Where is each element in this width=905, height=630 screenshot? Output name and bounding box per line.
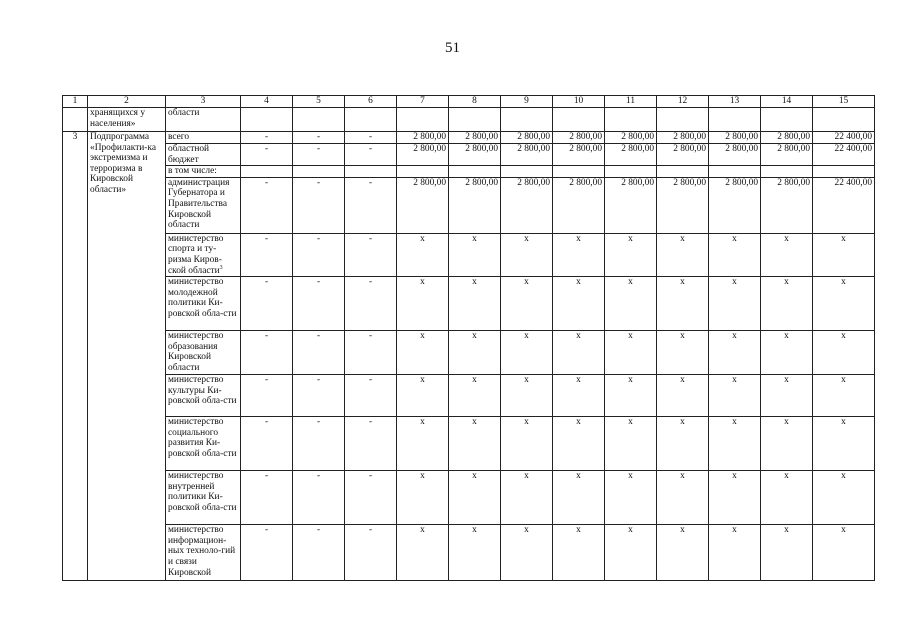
value-cell: 2 800,00: [761, 144, 813, 166]
x-cell: x: [657, 277, 709, 331]
x-cell: x: [449, 375, 501, 417]
value-cell: 2 800,00: [449, 177, 501, 233]
x-cell: x: [657, 375, 709, 417]
x-cell: x: [397, 331, 449, 375]
header-cell: 10: [553, 96, 605, 108]
empty-cell: [501, 166, 553, 178]
x-cell: x: [553, 375, 605, 417]
dash-cell: -: [293, 471, 345, 525]
row-label: министерство информацион-ных техноло-гий и связи Кировской: [166, 525, 241, 581]
carry-row: [63, 108, 875, 132]
program-name: Подпрограмма «Профилакти-ка экстремизма и терроризма в Кировской области»: [88, 132, 166, 581]
value-cell: 2 800,00: [553, 144, 605, 166]
dash-cell: -: [293, 177, 345, 233]
dash-cell: -: [345, 144, 397, 166]
dash-cell: -: [241, 132, 293, 144]
header-cell: 14: [761, 96, 813, 108]
x-cell: x: [501, 331, 553, 375]
x-cell: x: [605, 233, 657, 276]
x-cell: x: [813, 525, 875, 581]
footnote-mark: 3: [219, 264, 223, 271]
x-cell: x: [501, 277, 553, 331]
value-cell: 2 800,00: [709, 177, 761, 233]
x-cell: x: [761, 525, 813, 581]
dash-cell: -: [293, 525, 345, 581]
header-cell: 6: [345, 96, 397, 108]
x-cell: x: [709, 233, 761, 276]
empty-cell: [293, 108, 345, 132]
x-cell: x: [813, 233, 875, 276]
x-cell: x: [605, 417, 657, 471]
x-cell: x: [553, 471, 605, 525]
table-row: [63, 132, 875, 144]
x-cell: x: [553, 525, 605, 581]
x-cell: x: [397, 417, 449, 471]
dash-cell: -: [293, 144, 345, 166]
total-cell: 22 400,00: [813, 144, 875, 166]
dash-cell: -: [293, 233, 345, 276]
header-cell: 9: [501, 96, 553, 108]
x-cell: x: [397, 233, 449, 276]
value-cell: 2 800,00: [605, 132, 657, 144]
header-row: [63, 96, 875, 108]
budget-table: [62, 95, 875, 581]
x-cell: x: [501, 375, 553, 417]
x-cell: x: [605, 277, 657, 331]
dash-cell: -: [345, 331, 397, 375]
table-row: [63, 233, 875, 276]
row-label: администрация Губернатора и Правительства Кировской области: [166, 177, 241, 233]
row-label: министерство образования Кировской области: [166, 331, 241, 375]
x-cell: x: [553, 233, 605, 276]
dash-cell: -: [241, 331, 293, 375]
empty-cell: [657, 166, 709, 178]
total-cell: 22 400,00: [813, 132, 875, 144]
dash-cell: -: [241, 233, 293, 276]
x-cell: x: [813, 331, 875, 375]
row-label: в том числе:: [166, 166, 241, 178]
value-cell: 2 800,00: [709, 144, 761, 166]
x-cell: x: [657, 525, 709, 581]
value-cell: 2 800,00: [605, 144, 657, 166]
x-cell: x: [657, 417, 709, 471]
x-cell: x: [449, 233, 501, 276]
dash-cell: -: [293, 375, 345, 417]
table-row: [63, 417, 875, 471]
x-cell: x: [449, 417, 501, 471]
empty-cell: [63, 108, 88, 132]
program-number: 3: [63, 132, 88, 581]
table-row: [63, 144, 875, 166]
dash-cell: -: [241, 375, 293, 417]
dash-cell: -: [345, 177, 397, 233]
x-cell: x: [397, 277, 449, 331]
x-cell: x: [761, 417, 813, 471]
header-cell: 5: [293, 96, 345, 108]
empty-cell: [501, 108, 553, 132]
header-cell: 15: [813, 96, 875, 108]
table-row: [63, 177, 875, 233]
x-cell: x: [657, 233, 709, 276]
empty-cell: [657, 108, 709, 132]
dash-cell: -: [293, 132, 345, 144]
x-cell: x: [605, 471, 657, 525]
empty-cell: [241, 108, 293, 132]
x-cell: x: [657, 471, 709, 525]
empty-cell: [397, 108, 449, 132]
x-cell: x: [553, 331, 605, 375]
x-cell: x: [709, 471, 761, 525]
x-cell: x: [709, 417, 761, 471]
empty-cell: [553, 166, 605, 178]
value-cell: 2 800,00: [449, 132, 501, 144]
empty-cell: [397, 166, 449, 178]
x-cell: x: [553, 417, 605, 471]
table-row: [63, 277, 875, 331]
x-cell: x: [605, 375, 657, 417]
value-cell: 2 800,00: [553, 132, 605, 144]
header-cell: 4: [241, 96, 293, 108]
x-cell: x: [449, 471, 501, 525]
header-cell: 13: [709, 96, 761, 108]
empty-cell: [813, 166, 875, 178]
value-cell: 2 800,00: [657, 132, 709, 144]
dash-cell: -: [293, 417, 345, 471]
x-cell: x: [397, 375, 449, 417]
empty-cell: [449, 166, 501, 178]
empty-cell: [761, 108, 813, 132]
dash-cell: -: [241, 525, 293, 581]
table-row: [63, 375, 875, 417]
x-cell: x: [501, 233, 553, 276]
page-number: 51: [445, 40, 460, 56]
x-cell: x: [813, 277, 875, 331]
x-cell: x: [397, 471, 449, 525]
dash-cell: -: [345, 471, 397, 525]
empty-cell: [293, 166, 345, 178]
x-cell: x: [397, 525, 449, 581]
x-cell: x: [761, 233, 813, 276]
value-cell: 2 800,00: [501, 132, 553, 144]
x-cell: x: [761, 471, 813, 525]
x-cell: x: [709, 277, 761, 331]
empty-cell: [345, 108, 397, 132]
dash-cell: -: [241, 277, 293, 331]
empty-cell: [241, 166, 293, 178]
empty-cell: [345, 166, 397, 178]
header-cell: 2: [88, 96, 166, 108]
value-cell: 2 800,00: [397, 144, 449, 166]
x-cell: x: [761, 375, 813, 417]
empty-cell: [605, 108, 657, 132]
dash-cell: -: [345, 233, 397, 276]
x-cell: x: [449, 277, 501, 331]
dash-cell: -: [241, 417, 293, 471]
header-cell: 3: [166, 96, 241, 108]
dash-cell: -: [345, 277, 397, 331]
dash-cell: -: [345, 375, 397, 417]
dash-cell: -: [345, 132, 397, 144]
header-cell: 7: [397, 96, 449, 108]
row-label: областной бюджет: [166, 144, 241, 166]
x-cell: x: [813, 471, 875, 525]
row-label: всего: [166, 132, 241, 144]
dash-cell: -: [241, 471, 293, 525]
value-cell: 2 800,00: [397, 132, 449, 144]
row-label: министерство культуры Ки-ровской обла-сти: [166, 375, 241, 417]
header-cell: 8: [449, 96, 501, 108]
table-row: [63, 525, 875, 581]
x-cell: x: [813, 375, 875, 417]
row-label: министерство молодежной политики Ки-ровской обла-сти: [166, 277, 241, 331]
header-cell: 11: [605, 96, 657, 108]
empty-cell: [709, 166, 761, 178]
empty-cell: [709, 108, 761, 132]
carry-text: области: [166, 108, 241, 132]
x-cell: x: [761, 331, 813, 375]
x-cell: x: [449, 331, 501, 375]
x-cell: x: [709, 331, 761, 375]
x-cell: x: [501, 417, 553, 471]
table-row: [63, 471, 875, 525]
total-cell: 22 400,00: [813, 177, 875, 233]
empty-cell: [449, 108, 501, 132]
x-cell: x: [605, 331, 657, 375]
value-cell: 2 800,00: [397, 177, 449, 233]
dash-cell: -: [241, 144, 293, 166]
value-cell: 2 800,00: [709, 132, 761, 144]
x-cell: x: [761, 277, 813, 331]
row-label: министерство внутренней политики Ки-ровской обла-сти: [166, 471, 241, 525]
value-cell: 2 800,00: [657, 144, 709, 166]
table-row: [63, 331, 875, 375]
value-cell: 2 800,00: [501, 177, 553, 233]
empty-cell: [605, 166, 657, 178]
dash-cell: -: [293, 277, 345, 331]
empty-cell: [761, 166, 813, 178]
x-cell: x: [813, 417, 875, 471]
x-cell: x: [553, 277, 605, 331]
carry-text: хранящихся у населения»: [88, 108, 166, 132]
value-cell: 2 800,00: [605, 177, 657, 233]
x-cell: x: [657, 331, 709, 375]
value-cell: 2 800,00: [553, 177, 605, 233]
empty-cell: [813, 108, 875, 132]
header-cell: 12: [657, 96, 709, 108]
table-row: [63, 166, 875, 178]
dash-cell: -: [293, 331, 345, 375]
row-label: министерство социального развития Ки-ровской обла-сти: [166, 417, 241, 471]
row-label: министерство спорта и ту-ризма Киров-ской области$^3$: [166, 233, 241, 276]
x-cell: x: [449, 525, 501, 581]
dash-cell: -: [241, 177, 293, 233]
x-cell: x: [501, 471, 553, 525]
value-cell: 2 800,00: [449, 144, 501, 166]
x-cell: x: [709, 375, 761, 417]
value-cell: 2 800,00: [761, 132, 813, 144]
empty-cell: [553, 108, 605, 132]
x-cell: x: [709, 525, 761, 581]
dash-cell: -: [345, 525, 397, 581]
value-cell: 2 800,00: [501, 144, 553, 166]
header-cell: 1: [63, 96, 88, 108]
value-cell: 2 800,00: [657, 177, 709, 233]
dash-cell: -: [345, 417, 397, 471]
value-cell: 2 800,00: [761, 177, 813, 233]
x-cell: x: [501, 525, 553, 581]
x-cell: x: [605, 525, 657, 581]
